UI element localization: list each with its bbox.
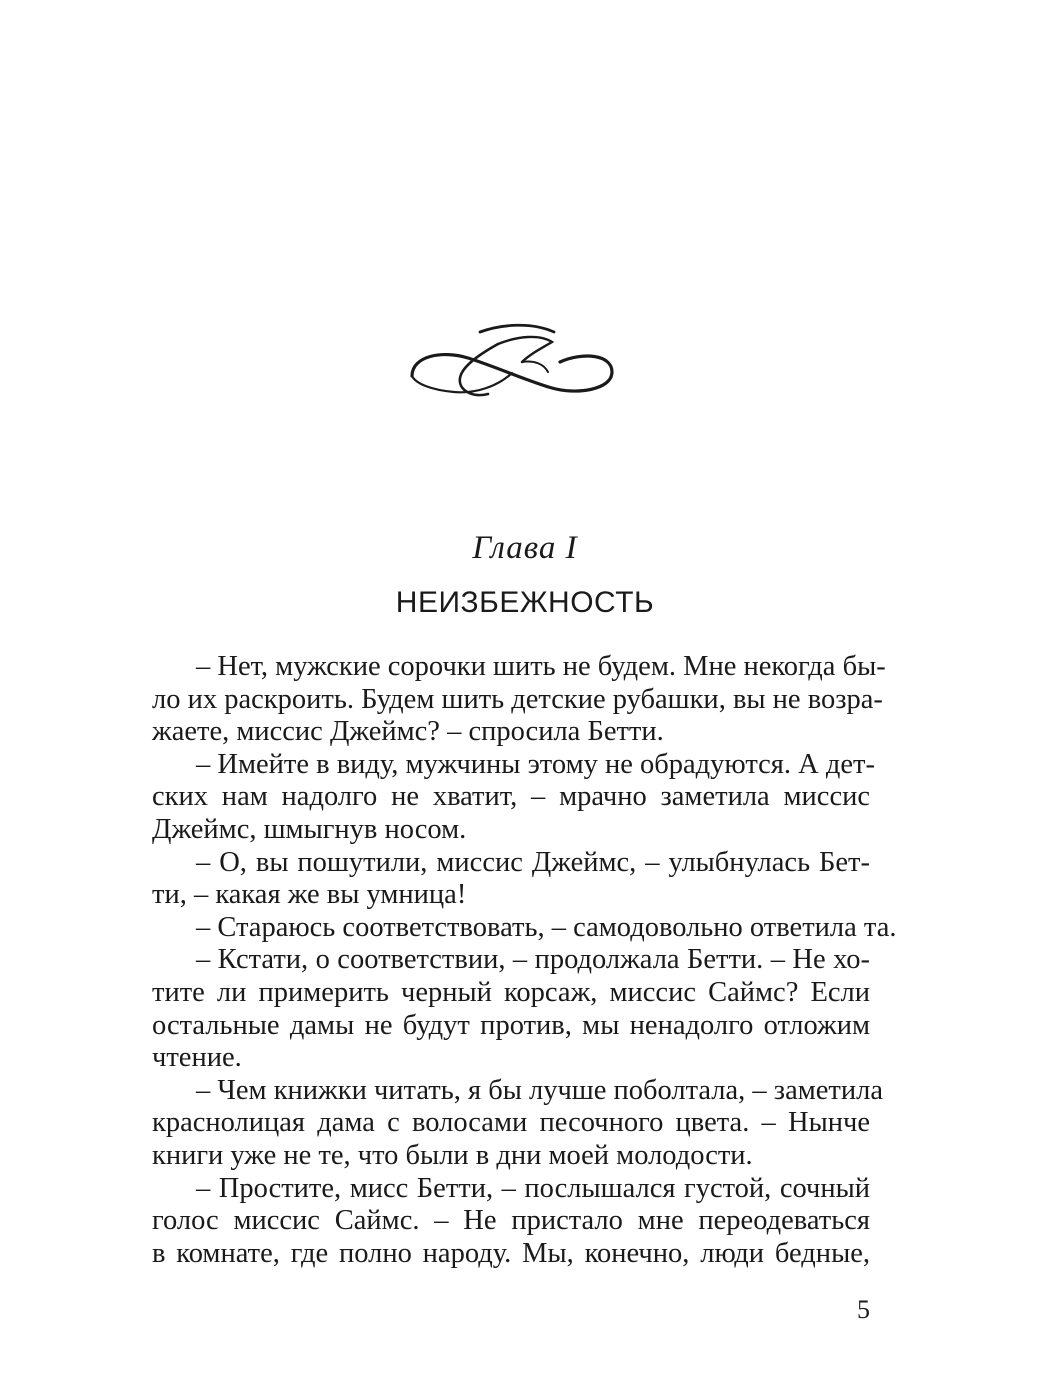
text-line: – Чем книжки читать, я бы лучше поболтала, – заметила (196, 1074, 883, 1106)
text-line: Джеймс, шмыгнув носом. (152, 813, 467, 845)
text-line: тите ли примерить черный корсаж, миссис Саймс? Если (152, 976, 870, 1008)
text-line: – Кстати, о соответствии, – продолжала Бетти. – Не хо- (196, 944, 870, 976)
text-line: – Имейте в виду, мужчины этому не обрадуются. А дет- (196, 748, 875, 780)
body-text (152, 651, 897, 1270)
text-line: голос миссис Саймс. – Не пристало мне переодеваться (152, 1205, 870, 1237)
text-line: в комнате, где полно народу. Мы, конечно, люди бедные, (152, 1237, 870, 1269)
text-line: остальные дамы не будут против, мы ненадолго отложим (152, 1009, 870, 1041)
text-line: – Стараюсь соответствовать, – самодовольно ответила та. (196, 911, 897, 943)
chapter-title: НЕИЗБЕЖНОСТЬ (395, 586, 655, 619)
text-line: книги уже не те, что были в дни моей молодости. (152, 1139, 753, 1171)
text-line: ти, – какая же вы умница! (152, 879, 467, 911)
text-line: чтение. (152, 1042, 242, 1074)
text-line: ских нам надолго не хватит, – мрачно заметила миссис (152, 781, 870, 813)
text-line: – О, вы пошутили, миссис Джеймс, – улыбнулась Бет- (196, 846, 870, 878)
text-line: – Нет, мужские сорочки шить не будем. Мне некогда бы- (196, 651, 886, 682)
text-line: краснолицая дама с волосами песочного цвета. – Нынче (152, 1107, 870, 1139)
chapter-label: Глава I (472, 530, 578, 566)
decorative-flourish-icon (402, 318, 622, 408)
text-line: ло их раскроить. Будем шить детские рубашки, вы не возра- (152, 683, 883, 715)
text-line: жаете, миссис Джеймс? – спросила Бетти. (152, 716, 664, 748)
page-number: 5 (857, 1295, 870, 1324)
text-line: – Простите, мисс Бетти, – послышался густой, сочный (196, 1172, 870, 1204)
